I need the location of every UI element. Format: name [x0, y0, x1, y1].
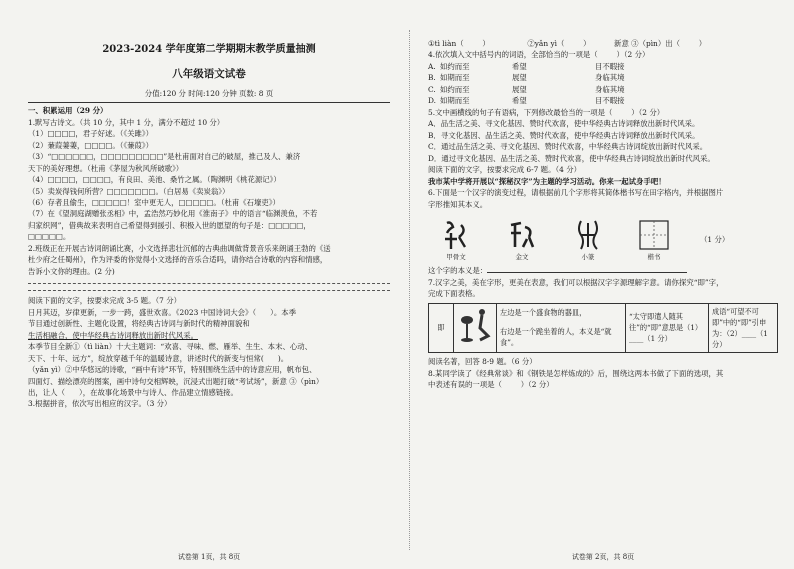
right-page	[428, 0, 778, 569]
text-line: 告诉小文你的理由。(2 分)	[28, 266, 115, 276]
text-line: （4）□□□□，□□□□，有良田、美池、桑竹之属。（陶渊明《桃花源记》）	[28, 175, 281, 185]
question-6: 6.下面是一个汉字的演变过程，请根据前几个字形将其简体楷书写在田字格内，并根据图片	[428, 188, 724, 198]
passage-line: 日月其迈，岁律更新，一步一跨，盛世欢喜。《2023 中国诗词大会》（ ）。本季	[28, 307, 297, 317]
option-word: 展望	[512, 84, 527, 94]
exam-meta: 分值:120 分 时间:120 分钟 页数: 8 页	[144, 88, 274, 98]
reading-intro: 阅读名著，回答 8-9 题。（6 分）	[428, 357, 537, 367]
activity-intro: 我市某中学将开展以“探秘汉字”为主题的学习活动。你来一起试身手吧！	[428, 176, 666, 186]
seal-glyph-icon	[568, 218, 608, 252]
option-letter: C.	[428, 84, 436, 94]
option-line: D．通过寻文化基因、品生活之美、赞时代欢喜，使中华经典古诗词绽放出新时代风采。	[428, 153, 715, 163]
answer-label: 这个字的本义是：	[428, 266, 488, 276]
text-line: （1）□□□□，君子好逑。（《关雎》）	[28, 129, 154, 139]
passage-line: 节目通过创新性、主题化设置，将经典古诗词与新时代的精神面貌和	[28, 319, 250, 329]
bronze-glyph-icon	[502, 218, 542, 252]
page-divider	[409, 30, 410, 550]
header-rule	[28, 102, 390, 103]
answer-separator	[28, 290, 390, 291]
question-5: 5.文中画横线的句子有语病，下列修改最恰当的一项是（ ）（2 分）	[428, 107, 665, 117]
question-8-cont: 中表述有误的一项是（ ）（2 分）	[428, 380, 554, 390]
passage-line: 3.根据拼音，依次写出相应的汉字。（3 分）	[28, 399, 172, 409]
text-line: 4.依次填入文中括号内的词语，全部恰当的一项是（ ）（2 分）	[428, 50, 650, 60]
option-row	[428, 95, 778, 106]
exam-title: 2023-2024 学年度第二学期期末教学质量抽测	[102, 44, 316, 55]
oracle-glyph-icon	[436, 218, 476, 252]
question-7-cont: 完成下面表格。	[428, 289, 480, 299]
text-line: 1.默写古诗文。（共 10 分，其中 1 分，满分不超过 10 分）	[28, 117, 225, 127]
text-line: 归家织网”，借典故来表明自己希望得到援引、积极入世的愿望的句子是：□□□□□，	[28, 220, 311, 230]
glyph-evolution	[436, 218, 778, 262]
option-word: 展望	[512, 73, 527, 83]
reading-intro: 阅读下面的文字，按要求完成 6-7 题。（4 分）	[428, 165, 581, 175]
question-8: 8.某同学读了《经典常谈》和《钢铁是怎样炼成的》后，围绕这两本书做了下面的选项，其	[428, 368, 724, 378]
section-heading: 一、积累运用（29 分）	[28, 106, 108, 116]
table-meaning-2: 成语“可望不可即”中的“即”引申为：（2）____（1 分）	[709, 303, 778, 353]
option-row	[428, 72, 778, 83]
passage-line: 出，让人（ ），在故事化场景中与诗人、作品建立情感链接。	[28, 388, 238, 398]
exam-subtitle: 八年级语文试卷	[172, 67, 246, 80]
option-word: 如约而至	[440, 61, 470, 71]
explore-table	[428, 303, 778, 354]
option-row	[428, 84, 778, 95]
passage-line: 本季节目全新①（tì liàn）十大主题词：“欢喜、寻味、燃、雁举、生生、本末、心动、	[28, 342, 313, 352]
option-word: 如约而至	[440, 84, 470, 94]
option-word: 目不暇接	[595, 96, 625, 106]
question-7: 7.汉字之美，美在字形，更美在表意，我们可以根据汉字字源理解字意。请你探究“即”字，	[428, 277, 724, 287]
figure-cell	[454, 303, 497, 353]
table-char: 即	[429, 303, 454, 353]
answer-prompt	[428, 264, 778, 276]
text-line: 天下的美好理想。（杜甫《茅屋为秋风所破歌》）	[28, 163, 184, 173]
reading-intro: 阅读下面的文字，按要求完成 3-5 题。（7 分）	[28, 296, 181, 306]
option-word: 身临其境	[595, 73, 625, 83]
kneeling-figure-icon	[458, 306, 492, 346]
table-meaning-1: “太守即遣人随其往”的“即”意思是（1）____（1 分）	[626, 303, 709, 353]
text-line: □□□□□。	[28, 232, 71, 242]
text-line: （3）“□□□□□□，□□□□□□□□□”是杜甫面对自己的破屋，推己及人、兼济	[28, 152, 301, 162]
text-line: （6）存者且偷生，□□□□□！室中更无人，□□□□□。（杜甫《石壕吏》）	[28, 197, 280, 207]
text-line: （2）蒹葭萋萋，□□□□。（《蒹葭》）	[28, 140, 154, 150]
glyph-caption: 甲骨文	[446, 253, 466, 262]
option-word: 希望	[512, 61, 527, 71]
page-footer: 试卷第 2页，共 8页	[571, 553, 635, 562]
text-line: （5）卖炭得钱何所营？□□□□□□□。（白居易《卖炭翁》）	[28, 186, 230, 196]
options-q4	[428, 61, 778, 107]
glyph-caption: 楷书	[647, 253, 661, 262]
passage-line: （yǎn yì）②中华悠远的诗歌，“画中有诗”环节，特别围绕生活中的诗意应用，帆布包、	[28, 365, 317, 375]
option-line: B．寻文化基因、品生活之美、赞时代欢喜，使中华经典古诗词释放出新时代风采。	[428, 130, 700, 140]
option-word: 如期而至	[440, 96, 470, 106]
glyph-caption: 金文	[515, 253, 529, 262]
underlined-sentence: 生活相融合，使中华经典古诗词释放出新时代风采。	[28, 330, 198, 340]
text-line: 2.班级正在开展古诗词朗诵比赛，小文选择悲壮沉郁的古典曲调做背景音乐来朗诵王勃的《送	[28, 243, 331, 253]
option-word: 身临其境	[595, 84, 625, 94]
passage-line: 天下、十年、远方”，绽放穿越千年的温暖诗意，讲述时代的新变与恒常( )。	[28, 353, 289, 363]
option-word: 如期而至	[440, 73, 470, 83]
table-right-desc: 右边是一个跪坐着的人，本义是“就食”。	[497, 321, 626, 352]
score-note: （1 分）	[700, 235, 730, 245]
option-line: C．通过品生活之美、寻文化基因、赞时代欢喜，中华经典古诗词绽放出新时代风采。	[428, 142, 708, 152]
page-footer: 试卷第 1页，共 8页	[177, 553, 241, 562]
option-line: A．品生活之美、寻文化基因、赞时代欢喜，使中华经典古诗词释放出新时代风采。	[428, 119, 700, 129]
answer-separator	[28, 283, 390, 284]
left-page	[28, 0, 390, 569]
text-line: 杜少府之任蜀州》，作为评委的你觉得小文选择的音乐合适吗，请你结合诗歌的内容和情感，	[28, 255, 328, 265]
oracle-glyph	[436, 218, 476, 262]
tianzige-grid-icon	[634, 218, 674, 252]
question-lines	[28, 117, 390, 278]
option-letter: A.	[428, 61, 436, 71]
option-letter: D.	[428, 96, 437, 106]
option-letter: B.	[428, 73, 436, 83]
text-line: ①tì liàn（ ） ②yǎn yì（ ） 新意 ③（pìn）出（ ）	[428, 39, 707, 48]
option-row	[428, 61, 778, 72]
bronze-glyph	[502, 218, 542, 262]
text-line: （7）在《望洞庭湖赠张丞相》中，孟浩然巧妙化用《淮南子》中的语言“临渊羡鱼，不若	[28, 209, 318, 219]
passage-line: 四面灯、描绘漂亮的图案，画中诗句交相辉映，沉浸式出题打破“考试场”，新意 ③（pìn）	[28, 376, 324, 386]
option-word: 希望	[512, 96, 527, 106]
question-6-cont: 字形推知其本义。	[428, 199, 488, 209]
passage	[28, 307, 390, 410]
option-word: 目不暇接	[595, 61, 625, 71]
table-left-desc: 左边是一个盛食物的器皿，	[497, 303, 626, 321]
seal-glyph	[568, 218, 608, 262]
regular-script-box	[634, 218, 674, 262]
glyph-caption: 小篆	[581, 253, 595, 262]
